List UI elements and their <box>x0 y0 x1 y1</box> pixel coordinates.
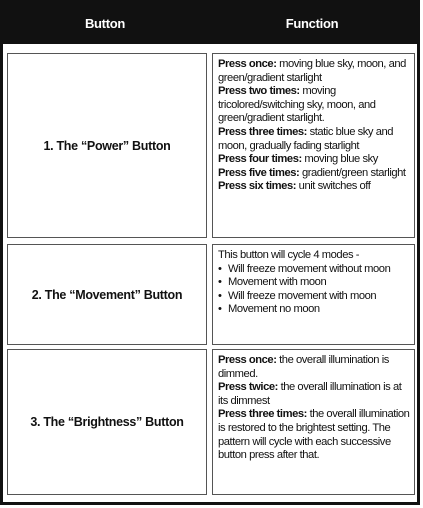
bullet-text: Will freeze movement without moon <box>228 262 391 275</box>
list-item <box>218 276 410 290</box>
function-line <box>218 167 410 181</box>
button-name: 3. The “Brightness” Button <box>30 415 184 429</box>
press-description: static blue sky and moon, gradually fading starlight <box>218 125 394 152</box>
press-description: moving blue sky, moon, and green/gradient starlight <box>218 58 406 84</box>
function-text <box>218 249 410 317</box>
button-cell <box>7 53 207 238</box>
header-function: Function <box>285 16 339 31</box>
press-label: Press once: <box>218 354 277 366</box>
list-item <box>218 290 410 304</box>
press-description: unit switches off <box>296 180 371 193</box>
function-cell <box>212 349 415 495</box>
press-label: Press once: <box>218 58 277 70</box>
table-row-power <box>7 53 413 238</box>
bullet-icon: • <box>218 303 222 316</box>
button-name: 1. The “Power” Button <box>43 138 171 153</box>
press-description: the overall illumination is at its dimmest <box>218 381 402 407</box>
table-row-movement <box>7 244 413 345</box>
function-line <box>218 408 410 462</box>
function-line <box>218 354 410 381</box>
press-label: Press five times: <box>218 166 300 179</box>
press-description: moving blue sky <box>301 153 378 166</box>
button-cell <box>7 349 207 495</box>
bullet-icon: • <box>218 276 222 289</box>
button-name: 2. The “Movement” Button <box>31 287 183 302</box>
press-label: Press six times: <box>218 180 297 193</box>
press-label: Press three times: <box>218 125 307 138</box>
list-item <box>218 263 410 277</box>
press-label: Press four times: <box>218 153 302 166</box>
press-label: Press twice: <box>218 381 278 394</box>
function-text <box>218 58 410 194</box>
bullet-icon: • <box>218 289 222 302</box>
bullet-text: Movement no moon <box>228 303 320 316</box>
list-item <box>218 303 410 317</box>
press-description: moving tricolored/switching sky, moon, and green/gradient starlight. <box>218 85 376 125</box>
function-line <box>218 126 410 153</box>
bullet-icon: • <box>218 262 222 275</box>
function-line <box>218 58 410 85</box>
function-cell <box>212 53 415 238</box>
function-text <box>218 354 410 463</box>
table-header <box>3 3 417 44</box>
header-button: Button <box>84 16 126 31</box>
function-line <box>218 85 410 126</box>
function-line <box>218 381 410 408</box>
press-label: Press two times: <box>218 85 300 98</box>
press-description: the overall illumination is restored to the brightest setting. The pattern will cycle with each successive button press after that. <box>218 408 410 462</box>
button-cell <box>7 244 207 345</box>
bullet-text: Movement with moon <box>228 276 327 289</box>
table-row-brightness <box>7 349 413 495</box>
function-line <box>218 180 410 194</box>
press-description: the overall illumination is dimmed. <box>218 354 389 380</box>
bullet-text: Will freeze movement with moon <box>228 289 377 302</box>
press-label: Press three times: <box>218 408 307 421</box>
press-description: gradient/green starlight <box>299 166 406 179</box>
function-intro: This button will cycle 4 modes - <box>218 249 360 261</box>
function-cell <box>212 244 415 345</box>
function-line <box>218 153 410 167</box>
